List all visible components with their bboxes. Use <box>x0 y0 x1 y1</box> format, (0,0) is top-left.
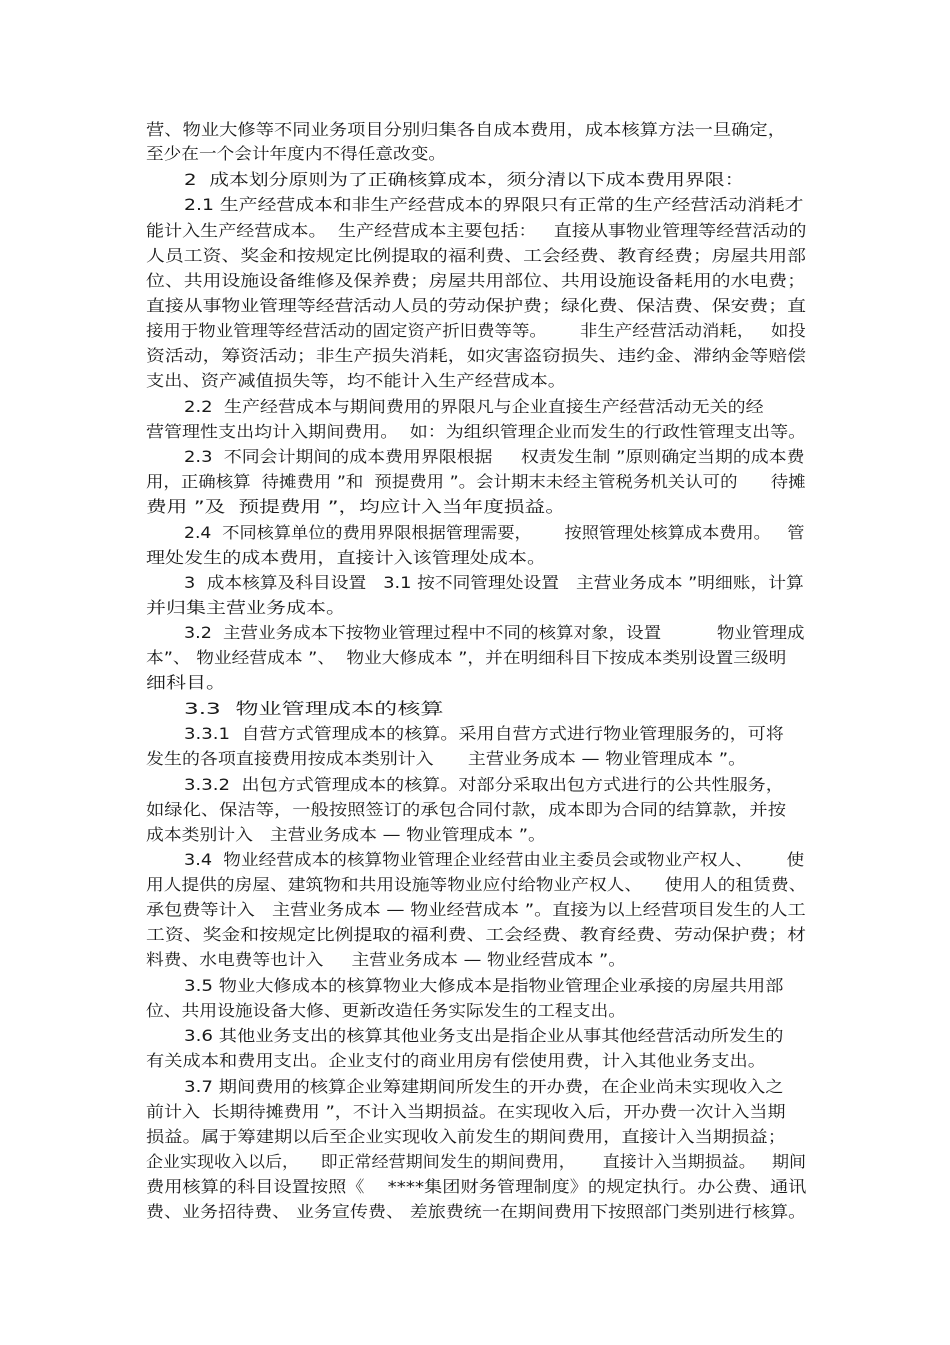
text-line: 用，正确核算 待摊费用 ”和 预提费用 ”。会计期末未经主管税务机关认可的 待摊 <box>146 472 806 491</box>
text-line: 2.3 不同会计期间的成本费用界限根据 权责发生制 ”原则确定当期的成本费 <box>184 447 805 466</box>
text-line: 3.7 期间费用的核算企业筹建期间所发生的开办费，在企业尚未实现收入之 <box>184 1077 784 1096</box>
text-line: 用人提供的房屋、建筑物和共用设施等物业应付给物业产权人、 使用人的租赁费、 <box>146 875 807 894</box>
text-line: 如绿化、保洁等，一般按照签订的承包合同付款，成本即为合同的结算款，并按 <box>146 800 787 819</box>
text-line: 接用于物业管理等经营活动的固定资产折旧费等等。 非生产经营活动消耗， 如投 <box>146 321 806 340</box>
text-line: 3.2 主营业务成本下按物业管理过程中不同的核算对象，设置 物业管理成 <box>184 623 805 642</box>
text-line: 3.3.1 自营方式管理成本的核算。采用自营方式进行物业管理服务的，可将 <box>184 724 784 743</box>
text-line: 3 成本核算及科目设置 3.1 按不同管理处设置 主营业务成本 ”明细账，计算 <box>184 573 804 592</box>
text-line: 3.5 物业大修成本的核算物业大修成本是指物业管理企业承接的房屋共用部 <box>184 976 784 995</box>
text-line: 营管理性支出均计入期间费用。 如：为组织管理企业而发生的行政性管理支出等。 <box>146 422 807 441</box>
text-line: 2.4 不同核算单位的费用界限根据管理需要， 按照管理处核算成本费用。 管 <box>184 523 805 542</box>
text-line: 前计入 长期待摊费用 ”，不计入当期损益。在实现收入后，开办费一次计入当期 <box>146 1102 786 1121</box>
text-line: 本”、 物业经营成本 ”、 物业大修成本 ”，并在明细科目下按成本类别设置三级明 <box>146 648 787 667</box>
text-line: 2 成本划分原则为了正确核算成本，须分清以下成本费用界限： <box>184 170 745 189</box>
text-line: 资活动，筹资活动；非生产损失消耗，如灾害盗窃损失、违约金、滞纳金等赔偿 <box>146 346 807 365</box>
text-line: 企业实现收入以后， 即正常经营期间发生的期间费用， 直接计入当期损益。 期间 <box>146 1152 807 1171</box>
text-line: 费用 ”及 预提费用 ”，均应计入当年度损益。 <box>146 497 566 516</box>
text-line: 人员工资、奖金和按规定比例提取的福利费、工会经费、教育经费；房屋共用部 <box>146 246 807 265</box>
text-line: 料费、水电费等也计入 主营业务成本 — 物业经营成本 ”。 <box>146 950 626 969</box>
text-line: 有关成本和费用支出。企业支付的商业用房有偿使用费，计入其他业务支出。 <box>146 1051 767 1070</box>
text-line: 细科目。 <box>146 673 227 692</box>
text-line: 费用核算的科目设置按照《 ****集团财务管理制度》的规定执行。办公费、通讯 <box>146 1177 807 1196</box>
text-line: 工资、奖金和按规定比例提取的福利费、工会经费、教育经费、劳动保护费；材 <box>146 925 807 944</box>
text-line: 3.3.2 出包方式管理成本的核算。对部分采取出包方式进行的公共性服务， <box>184 775 784 794</box>
text-line: 发生的各项直接费用按成本类别计入 主营业务成本 — 物业管理成本 ”。 <box>146 749 747 768</box>
text-line: 支出、资产减值损失等，均不能计入生产经营成本。 <box>146 371 567 390</box>
text-line: 位、共用设施设备大修、更新改造任务实际发生的工程支出。 <box>146 1001 627 1020</box>
text-line: 理处发生的成本费用，直接计入该管理处成本。 <box>146 548 547 567</box>
text-line: 2.1 生产经营成本和非生产经营成本的界限只有正常的生产经营活动消耗才 <box>184 195 804 214</box>
text-line: 能计入生产经营成本。 生产经营成本主要包括： 直接从事物业管理等经营活动的 <box>146 221 807 240</box>
text-line: 直接从事物业管理等经营活动人员的劳动保护费；绿化费、保洁费、保安费；直 <box>146 296 807 315</box>
text-line: 营、物业大修等不同业务项目分别归集各自成本费用，成本核算方法一旦确定， <box>146 120 787 139</box>
text-line: 至少在一个会计年度内不得任意改变。 <box>146 144 447 163</box>
text-line: 费、业务招待费、 业务宣传费、 差旅费统一在期间费用下按照部门类别进行核算。 <box>146 1202 807 1221</box>
text-line: 承包费等计入 主营业务成本 — 物业经营成本 ”。直接为以上经营项目发生的人工 <box>146 900 806 919</box>
text-line: 2.2 生产经营成本与期间费用的界限凡与企业直接生产经营活动无关的经 <box>184 397 764 416</box>
text-line: 并归集主营业务成本。 <box>146 598 347 617</box>
text-line: 3.3 物业管理成本的核算 <box>184 699 444 718</box>
text-line: 成本类别计入 主营业务成本 — 物业管理成本 ”。 <box>146 825 546 844</box>
text-line: 3.4 物业经营成本的核算物业管理企业经营由业主委员会或物业产权人、 使 <box>184 850 805 869</box>
text-line: 3.6 其他业务支出的核算其他业务支出是指企业从事其他经营活动所发生的 <box>184 1026 784 1045</box>
text-line: 位、共用设施设备维修及保养费；房屋共用部位、共用设施设备耗用的水电费； <box>146 271 807 290</box>
text-line: 损益。属于筹建期以后至企业实现收入前发生的期间费用，直接计入当期损益； <box>146 1127 787 1146</box>
